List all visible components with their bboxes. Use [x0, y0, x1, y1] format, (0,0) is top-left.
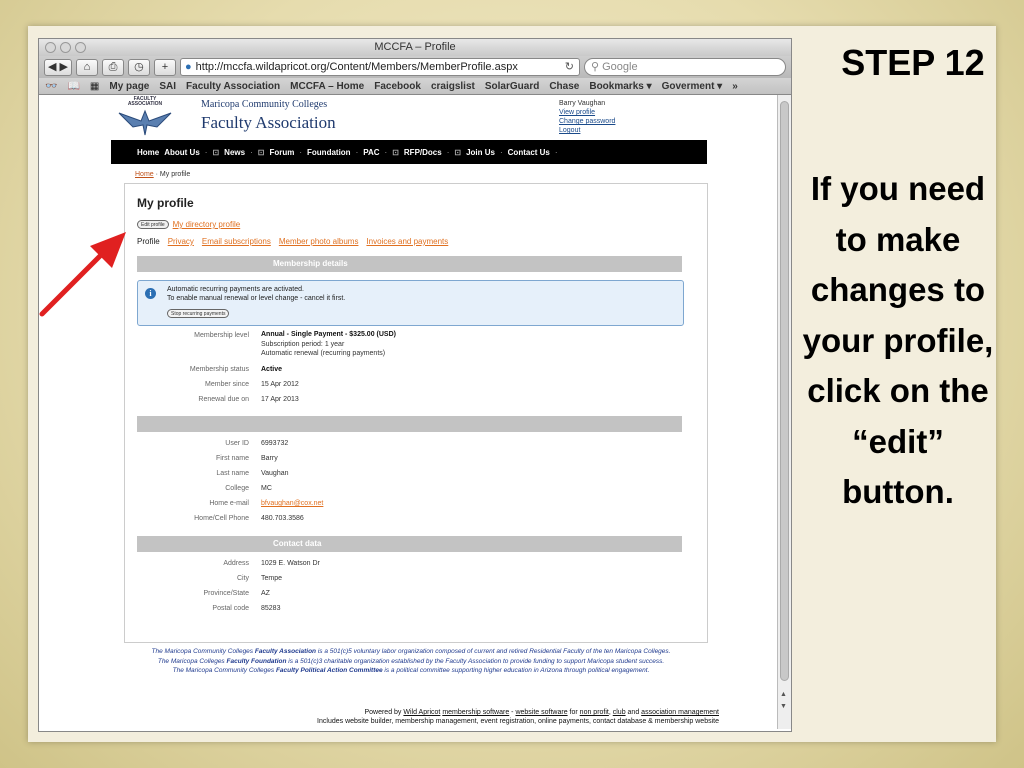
step-title: STEP 12 [841, 42, 985, 83]
site-footer: The Maricopa Community Colleges Faculty Association is a 501(c)5 voluntary labor organization composed of current and retired Residential Faculty of the ten Maricopa Colleges. The Maricopa Colleges Faculty Foundation is a 501(c)3 charitable organization established by the Faculty Association to provide funding to support Maricopa student success. The Maricopa Community Colleges Faculty Political Action Committee is a political committee supporting higher education in Arizona through political engagement. [151, 648, 671, 674]
minimize-window-icon[interactable] [60, 42, 71, 53]
email-link[interactable]: bfvaughan@cox.net [261, 500, 324, 507]
bookmark-item[interactable]: Chase [549, 80, 580, 92]
nav-home[interactable]: Home [137, 147, 160, 157]
site-header [111, 95, 707, 142]
edit-profile-button[interactable]: Edit profile [137, 220, 169, 229]
search-input[interactable]: ⚲ Google [584, 58, 786, 76]
tab-email-subscriptions[interactable]: Email subscriptions [201, 237, 271, 246]
tab-privacy[interactable]: Privacy [167, 237, 194, 246]
auto-renewal: Automatic renewal (recurring payments) [261, 350, 386, 357]
add-bookmark-icon[interactable]: + [154, 59, 176, 76]
lock-icon: ⊡ [392, 147, 399, 157]
last-name: Vaughan [261, 470, 289, 477]
change-password-link[interactable]: Change password [559, 118, 616, 125]
home-icon[interactable]: ⌂ [76, 59, 98, 76]
membership-software-link[interactable]: membership software [442, 709, 510, 716]
search-icon: ⚲ [590, 61, 603, 73]
field-label: Home/Cell Phone [194, 515, 249, 522]
edit-row [137, 220, 240, 229]
field-label: Province/State [203, 590, 249, 597]
web-page [39, 95, 791, 729]
field-label: Membership level [194, 332, 249, 339]
lock-icon: ⊡ [212, 147, 220, 157]
bookmarks-book-icon[interactable]: 📖 [67, 80, 80, 92]
field-label: Address [223, 560, 249, 567]
profile-content [124, 183, 708, 643]
directory-profile-link[interactable]: My directory profile [172, 220, 241, 229]
address-bar[interactable] [180, 58, 580, 76]
logout-link[interactable]: Logout [559, 127, 581, 134]
nav-news[interactable]: News [224, 147, 246, 157]
postal-code: 85283 [261, 605, 281, 612]
bookmark-item[interactable]: Bookmarks ▾ [589, 80, 652, 92]
instruction-text: If you need to make changes to your profile, click on the “edit” button. [802, 170, 994, 510]
field-label: Postal code [212, 605, 249, 612]
print-icon[interactable]: ⎙ [102, 59, 124, 76]
more-bookmarks-icon[interactable]: » [732, 80, 738, 92]
org-name: Maricopa Community Colleges [201, 99, 328, 110]
window-titlebar [39, 39, 791, 56]
lock-icon: ⊡ [454, 147, 462, 157]
membership-section-header: Membership details [137, 256, 682, 272]
nav-pac[interactable]: PAC [363, 147, 380, 157]
bookmark-item[interactable]: MCCFA – Home [290, 80, 365, 92]
vertical-scrollbar[interactable] [777, 95, 791, 729]
globe-icon: ● [184, 61, 192, 73]
nav-rfp[interactable]: RFP/Docs [403, 147, 442, 157]
history-icon[interactable]: ◷ [128, 59, 150, 76]
browser-window [38, 38, 792, 732]
view-profile-link[interactable]: View profile [559, 109, 596, 116]
field-label: College [225, 485, 249, 492]
details-section-header [137, 416, 682, 432]
field-label: First name [215, 455, 249, 462]
reading-list-icon[interactable]: 👓 [45, 80, 58, 92]
member-since: 15 Apr 2012 [261, 381, 299, 388]
org-title: Faculty Association [201, 113, 336, 132]
renewal-due: 17 Apr 2013 [261, 396, 299, 403]
close-window-icon[interactable] [45, 42, 56, 53]
bookmark-item[interactable]: Facebook [374, 80, 421, 92]
breadcrumb-home[interactable]: Home [135, 171, 154, 178]
membership-status: Active [261, 366, 283, 373]
field-label: Home e-mail [209, 500, 249, 507]
top-sites-icon[interactable]: ▦ [89, 80, 100, 92]
bookmarks-bar [39, 78, 791, 95]
association-management-link[interactable]: association management [641, 709, 719, 716]
field-label: Member since [205, 381, 249, 388]
stop-recurring-button[interactable]: Stop recurring payments [167, 309, 229, 318]
bookmark-item[interactable]: My page [109, 80, 150, 92]
field-label: User ID [225, 440, 249, 447]
membership-level: Annual - Single Payment - $325.00 (USD) [261, 331, 396, 338]
lock-icon: ⊡ [257, 147, 265, 157]
user-id: 6993732 [261, 440, 289, 447]
scrollbar-thumb[interactable] [780, 101, 789, 681]
bookmark-item[interactable]: Faculty Association [186, 80, 281, 92]
site-nav: Home About Us · ⊡ News · ⊡ Forum · Foundation · PAC · ⊡ RFP/Docs · ⊡ Join Us · Contact Us · [111, 140, 707, 164]
college: MC [261, 485, 272, 492]
nav-contact[interactable]: Contact Us [507, 147, 550, 157]
logo[interactable]: FACULTY ASSOCIATION [117, 97, 173, 137]
subscription-period: Subscription period: 1 year [261, 341, 345, 348]
website-software-link[interactable]: website software [515, 709, 568, 716]
nav-about[interactable]: About Us [164, 147, 200, 157]
url-text: http://mccfa.wildapricot.org/Content/Members/MemberProfile.aspx [195, 61, 518, 73]
recurring-notice: i Automatic recurring payments are activated. To enable manual renewal or level change - cancel it first. Stop recurring payments [137, 280, 684, 326]
field-label: Renewal due on [198, 396, 249, 403]
powered-by: Powered by Wild Apricot membership software - website software for non profit, club and association management Includes website builder, membership management, event registration, online payments, contact database & membership website [317, 709, 719, 725]
non-profit-link[interactable]: non profit [579, 709, 609, 716]
field-label: City [236, 575, 249, 582]
browser-toolbar [39, 56, 791, 78]
scroll-down-icon[interactable]: ▼ [780, 703, 787, 710]
profile-tabs [137, 237, 448, 246]
wild-apricot-link[interactable]: Wild Apricot [403, 709, 441, 716]
zoom-window-icon[interactable] [75, 42, 86, 53]
tab-photo-albums[interactable]: Member photo albums [278, 237, 359, 246]
bookmark-item[interactable]: SolarGuard [484, 80, 540, 92]
first-name: Barry [261, 455, 278, 462]
breadcrumb: Home · My profile [135, 171, 191, 178]
field-label: Membership status [189, 366, 249, 373]
user-box [559, 99, 615, 135]
address: 1029 E. Watson Dr [261, 560, 320, 567]
reload-icon[interactable]: ↻ [564, 61, 574, 73]
club-link[interactable]: club [612, 709, 626, 716]
state: AZ [261, 590, 270, 597]
nav-forum[interactable]: Forum [269, 147, 295, 157]
tab-invoices[interactable]: Invoices and payments [366, 237, 449, 246]
bookmark-item[interactable]: craigslist [430, 80, 475, 92]
red-arrow-icon [30, 228, 130, 320]
breadcrumb-current: My profile [159, 171, 191, 178]
city: Tempe [261, 575, 283, 582]
tab-profile[interactable]: Profile [137, 237, 160, 246]
back-icon[interactable]: ◀ ▶ [44, 59, 72, 76]
bookmark-item[interactable]: SAI [159, 80, 177, 92]
nav-foundation[interactable]: Foundation [307, 147, 351, 157]
nav-join[interactable]: Join Us [466, 147, 495, 157]
field-label: Last name [216, 470, 249, 477]
page-title: My profile [137, 196, 194, 210]
window-title: MCCFA – Profile [374, 41, 456, 53]
contact-section-header: Contact data [137, 536, 682, 552]
user-name: Barry Vaughan [559, 100, 606, 107]
info-icon: i [145, 288, 156, 299]
eagle-logo-icon [117, 107, 173, 137]
bookmark-item[interactable]: Goverment ▾ [661, 80, 723, 92]
scroll-up-icon[interactable]: ▲ [780, 691, 787, 698]
phone: 480.703.3586 [261, 515, 304, 522]
